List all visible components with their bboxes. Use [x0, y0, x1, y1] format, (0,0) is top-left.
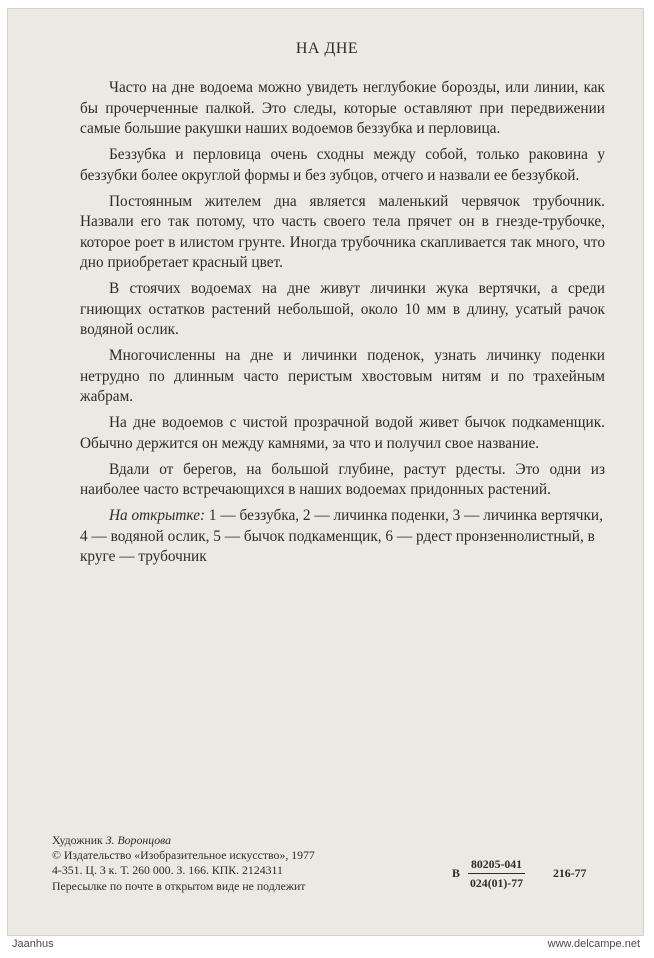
- page-title: НА ДНЕ: [295, 40, 359, 57]
- catalog-numerator: 80205-041: [468, 857, 525, 874]
- catalog-suffix: 216-77: [553, 866, 587, 880]
- paragraph: Вдали от берегов, на большой глубине, растут рдесты. Это одни из наиболее часто встречающихся в наших водоемах придонных растений.: [80, 460, 605, 498]
- artist-name: З. Воронцова: [105, 833, 172, 847]
- paragraph: На дне водоемов с чистой прозрачной водой живет бычок подкаменщик. Обычно держится он между камнями, за что и получил свое название.: [80, 414, 605, 452]
- paragraph: Постоянным жителем дна является маленький червячок трубочник. Назвали его так потому, что часть своего тела прячет он в гнезде-трубочке, которое роет в илистом грунте. Иногда трубочника скапливается так много, что дно приобретает красный цвет.: [80, 192, 605, 271]
- paragraph: Беззубка и перловица очень сходны между собой, только раковина у беззубки более округлой формы и без зубцов, отчего и назвали ее беззубкой.: [80, 146, 605, 184]
- catalog-denominator: 024(01)-77: [470, 876, 524, 890]
- paragraph: Часто на дне водоема можно увидеть неглубокие борозды, или линии, как бы прочерченные палкой. Это следы, которые оставляют при передвижении самые большие ракушки наших водоемов беззубка и перловица.: [80, 79, 605, 137]
- catalog-fraction: [468, 857, 525, 891]
- artist-prefix: Художник: [52, 833, 106, 847]
- catalog-letter: В: [452, 866, 460, 880]
- paragraph: В стоячих водоемах на дне живут личинки жука вертячки, а среди гниющих остатков растений небольшой, около 10 мм в длину, усатый рачок водяной ослик.: [80, 280, 605, 338]
- caption-paragraph: [80, 506, 605, 568]
- mail-note-line: Пересылке по почте в открытом виде не подлежит: [52, 878, 306, 893]
- body-text: [80, 78, 605, 573]
- print-info-line: 4-351. Ц. 3 к. Т. 260 000. З. 166. КПК. 2124311: [52, 863, 283, 878]
- footer-right-credit: www.delcampe.net: [547, 938, 640, 950]
- footer-left-credit: Jaanhus: [12, 938, 54, 950]
- artist-line: [52, 833, 452, 848]
- paragraph: Многочисленны на дне и личинки поденок, узнать личинку поденки нетрудно по длинным часто перистым хвостовым нитям и по трахейным жабрам.: [80, 347, 605, 405]
- caption-text: 1 — беззубка, 2 — личинка поденки, 3 — личинка вертячки, 4 — водяной ослик, 5 — бычок подкаменщик, 6 — рдест пронзеннолистный, в круге — трубочник: [80, 507, 603, 565]
- caption-label: На открытке:: [109, 507, 206, 524]
- credits-block: [52, 833, 452, 894]
- publisher-line: © Издательство «Изобразительное искусство», 1977: [52, 848, 315, 863]
